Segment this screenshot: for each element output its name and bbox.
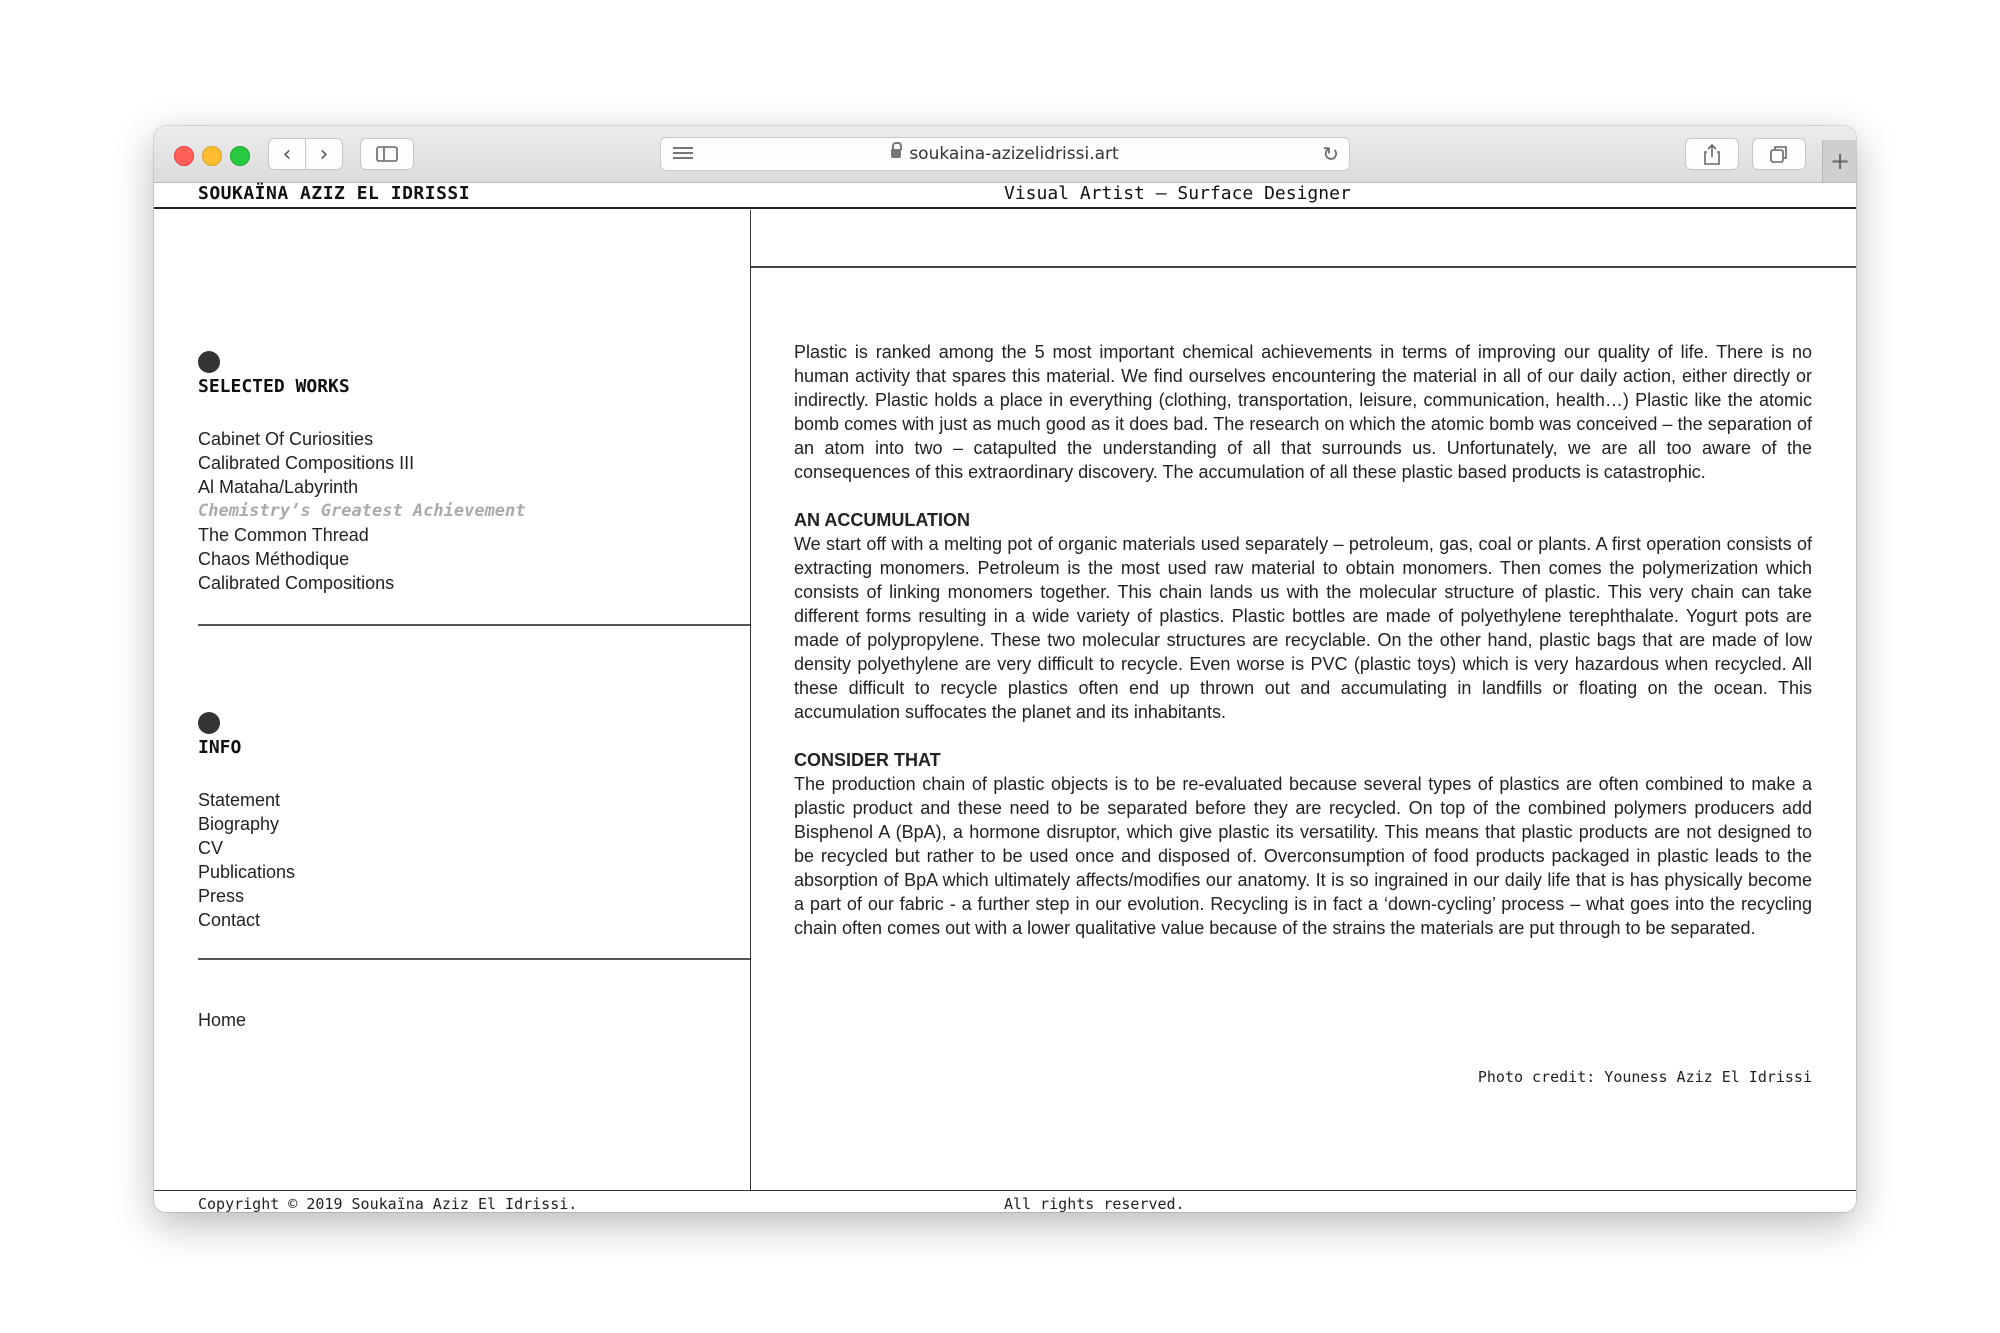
new-tab-button[interactable]: [1822, 140, 1856, 182]
works-item[interactable]: The Common Thread: [198, 525, 369, 545]
forward-button[interactable]: [305, 138, 343, 170]
content-top-divider: [751, 266, 1856, 268]
share-button[interactable]: [1685, 138, 1739, 170]
zoom-window-button[interactable]: [230, 146, 250, 166]
article: [794, 340, 1812, 940]
works-item[interactable]: Calibrated Compositions III: [198, 453, 415, 473]
photo-credit: Photo credit: Youness Aziz El Idrissi: [1477, 1068, 1812, 1086]
copyright-text: Copyright © 2019 Soukaïna Aziz El Idrissi.: [198, 1195, 578, 1212]
content-panel: [751, 210, 1856, 1190]
section-heading-consider: CONSIDER THAT: [794, 750, 941, 770]
works-item[interactable]: Al Mataha/Labyrinth: [198, 477, 359, 497]
browser-window: [154, 126, 1856, 1212]
browser-toolbar: [154, 126, 1856, 183]
article-intro: Plastic is ranked among the 5 most important chemical achievements in terms of improving our quality of life. There is no human activity that spares this material. We find ourselves encountering the material in all of our daily action, either directly or indirectly. Plastic holds a place in everything (clothing, transportation, leisure, communication, health…) Plastic like the atomic bomb comes with just as much good as it does bad. The research on which the atomic bomb was conceived – the separation of an atom into two – catapulted the understanding of all that surrounds us. Unfortunately, we are all too aware of the consequences of this extraordinary discovery. The accumulation of all these plastic based products is catastrophic.: [794, 342, 1812, 482]
url-text[interactable]: soukaina-azizelidrissi.art: [909, 144, 1119, 164]
address-bar[interactable]: [660, 137, 1350, 171]
left-navigation-panel: [154, 210, 751, 1190]
chevron-left-icon: ‹: [282, 141, 292, 167]
works-item[interactable]: Cabinet Of Curiosities: [198, 429, 374, 449]
info-item-press[interactable]: Press: [198, 886, 245, 906]
home-link[interactable]: Home: [198, 1010, 247, 1030]
info-divider: [198, 958, 750, 960]
lock-icon: [891, 149, 901, 158]
tabs-icon: [1769, 144, 1789, 164]
section-body-accumulation: We start off with a melting pot of organic materials used separately – petroleum, gas, coal or plants. A first operation consists of extracting monomers. Petroleum is the most used raw material to obtain monomers. Then comes the polymerization which consists of linking monomers together. This chain lands us with the molecular structure of plastic. This very chain can take different forms resulting in a wide variety of plastics. Plastic bottles are made of polyethylene terephthalate. Yogurt pots are made of polypropylene. These two molecular structures are recyclable. On the other hand, plastic bags that are made of low density polyethylene are very difficult to recycle. Even worse is PVC (plastic toys) which is very hazardous when recycled. All these difficult to recycle plastics often end up thrown out and accumulating in landfills or floating on the ocean. This accumulation suffocates the planet and its inhabitants.: [794, 534, 1812, 722]
info-item-contact[interactable]: Contact: [198, 910, 261, 930]
site-tagline: Visual Artist — Surface Designer: [1004, 183, 1351, 204]
info-bullet-icon: [198, 712, 220, 734]
works-divider: [198, 624, 750, 626]
works-item[interactable]: Chaos Méthodique: [198, 549, 350, 569]
selected-works-heading: SELECTED WORKS: [198, 376, 350, 397]
works-list: [198, 427, 526, 595]
tab-overview-button[interactable]: [1752, 138, 1806, 170]
chevron-right-icon: ›: [319, 141, 329, 167]
info-item-biography[interactable]: Biography: [198, 814, 280, 834]
info-item-cv[interactable]: CV: [198, 838, 224, 858]
works-bullet-icon: [198, 351, 220, 373]
reload-icon[interactable]: ↻: [1322, 142, 1339, 166]
site-name[interactable]: SOUKAÏNA AZIZ EL IDRISSI: [198, 183, 471, 204]
plus-icon: +: [1829, 147, 1851, 175]
back-button[interactable]: [268, 138, 306, 170]
sidebar-icon: [376, 146, 398, 162]
site-header: [154, 183, 1856, 209]
share-icon: [1703, 143, 1721, 165]
info-item-statement[interactable]: Statement: [198, 790, 281, 810]
works-item[interactable]: Calibrated Compositions: [198, 573, 395, 593]
rights-text: All rights reserved.: [1004, 1195, 1185, 1212]
site-footer: [154, 1190, 1856, 1212]
works-item-active[interactable]: Chemistry’s Greatest Achievement: [198, 501, 526, 521]
info-heading: INFO: [198, 737, 242, 758]
section-body-consider: The production chain of plastic objects is to be re-evaluated because several types of plastics are often combined to make a plastic product and these need to be separated before they are recycled. On top of the combined polymers producers add Bisphenol A (BpA), a hormone disruptor, which give plastic its versatility. This means that plastic products are not designed to be recycled but rather to be used once and disposed of. Overconsumption of food products packaged in plastic leads to the absorption of BpA which ultimately affects/modifies our anatomy. It is so ingrained in our daily life that is has physically become a part of our fabric - a further step in our evolution. Recycling is in fact a ‘down-cycling’ process – what goes into the recycling chain often comes out with a lower qualitative value because of the strains the materials are put through to be separated.: [794, 774, 1812, 938]
sidebar-toggle-button[interactable]: [360, 138, 414, 170]
section-heading-accumulation: AN ACCUMULATION: [794, 510, 970, 530]
info-list: [198, 788, 295, 932]
info-item-publications[interactable]: Publications: [198, 862, 296, 882]
minimize-window-button[interactable]: [202, 146, 222, 166]
close-window-button[interactable]: [174, 146, 194, 166]
